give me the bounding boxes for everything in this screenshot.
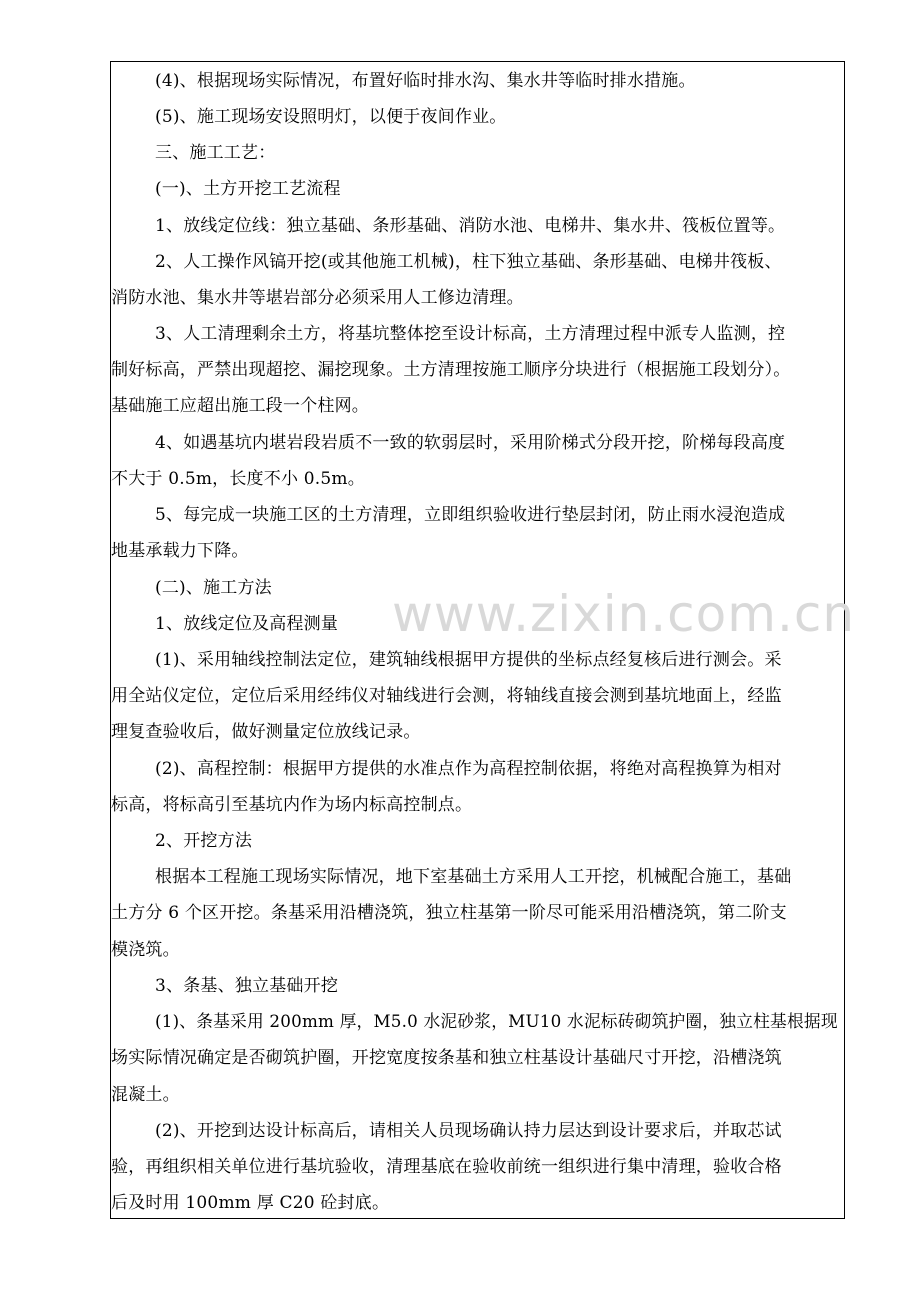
paragraph-line: 地基承载力下降。	[111, 541, 249, 561]
subsection-heading: (一)、土方开挖工艺流程	[155, 179, 341, 199]
paragraph-line: 根据本工程施工现场实际情况，地下室基础土方采用人工开挖，机械配合施工，基础	[155, 867, 792, 887]
paragraph-line: (1)、条基采用 200mm 厚，M5.0 水泥砂浆，MU10 水泥标砖砌筑护圈，独立柱基根据现	[155, 1012, 838, 1032]
paragraph-line: 后及时用 100mm 厚 C20 砼封底。	[111, 1193, 390, 1213]
paragraph-line: 验，再组织相关单位进行基坑验收，清理基底在验收前统一组织进行集中清理，验收合格	[111, 1157, 782, 1177]
paragraph-line: 场实际情况确定是否砌筑护圈，开挖宽度按条基和独立柱基设计基础尺寸开挖，沿槽浇筑	[111, 1048, 782, 1068]
paragraph-line: 土方分 6 个区开挖。条基采用沿槽浇筑，独立柱基第一阶尽可能采用沿槽浇筑，第二阶支	[111, 903, 787, 923]
paragraph-line: 制好标高，严禁出现超挖、漏挖现象。土方清理按施工顺序分块进行（根据施工段划分）。	[111, 360, 791, 380]
paragraph-line: (2)、开挖到达设计标高后，请相关人员现场确认持力层达到设计要求后，并取芯试	[155, 1121, 782, 1141]
item-heading: 1、放线定位及高程测量	[155, 614, 339, 634]
paragraph-line: 3、人工清理剩余土方，将基坑整体挖至设计标高，土方清理过程中派专人监测，控	[155, 324, 786, 344]
paragraph-line: 标高，将标高引至基坑内作为场内标高控制点。	[111, 795, 473, 815]
paragraph-line: 模浇筑。	[111, 940, 180, 960]
paragraph-line: 基础施工应超出施工段一个柱网。	[111, 396, 369, 416]
paragraph-line: 不大于 0.5m，长度不小 0.5m。	[111, 469, 365, 489]
paragraph-line: 4、如遇基坑内堪岩段岩质不一致的软弱层时，采用阶梯式分段开挖，阶梯每段高度	[155, 433, 786, 453]
subsection-heading: (二)、施工方法	[155, 578, 272, 598]
paragraph-line: 1、放线定位线：独立基础、条形基础、消防水池、电梯井、集水井、筏板位置等。	[155, 216, 786, 236]
paragraph-line: (2)、高程控制：根据甲方提供的水准点作为高程控制依据，将绝对高程换算为相对	[155, 759, 782, 779]
paragraph-line: 5、每完成一块施工区的土方清理，立即组织验收进行垫层封闭，防止雨水浸泡造成	[155, 505, 786, 525]
paragraph-line: 消防水池、集水井等堪岩部分必须采用人工修边清理。	[111, 288, 524, 308]
paragraph-line: (4)、根据现场实际情况，布置好临时排水沟、集水井等临时排水措施。	[155, 71, 696, 91]
section-heading: 三、施工工艺：	[155, 143, 276, 163]
watermark: www.zixin.com.cn	[392, 585, 856, 643]
paragraph-line: 用全站仪定位，定位后采用经纬仪对轴线进行会测，将轴线直接会测到基坑地面上，经监	[111, 686, 782, 706]
item-heading: 2、开挖方法	[155, 831, 253, 851]
paragraph-line: (5)、施工现场安设照明灯，以便于夜间作业。	[155, 107, 507, 127]
paragraph-line: 2、人工操作风镐开挖(或其他施工机械)，柱下独立基础、条形基础、电梯井筏板、	[155, 252, 782, 272]
paragraph-line: (1)、采用轴线控制法定位，建筑轴线根据甲方提供的坐标点经复核后进行测会。采	[155, 650, 782, 670]
paragraph-line: 混凝土。	[111, 1085, 180, 1105]
paragraph-line: 理复查验收后，做好测量定位放线记录。	[111, 722, 421, 742]
item-heading: 3、条基、独立基础开挖	[155, 976, 339, 996]
